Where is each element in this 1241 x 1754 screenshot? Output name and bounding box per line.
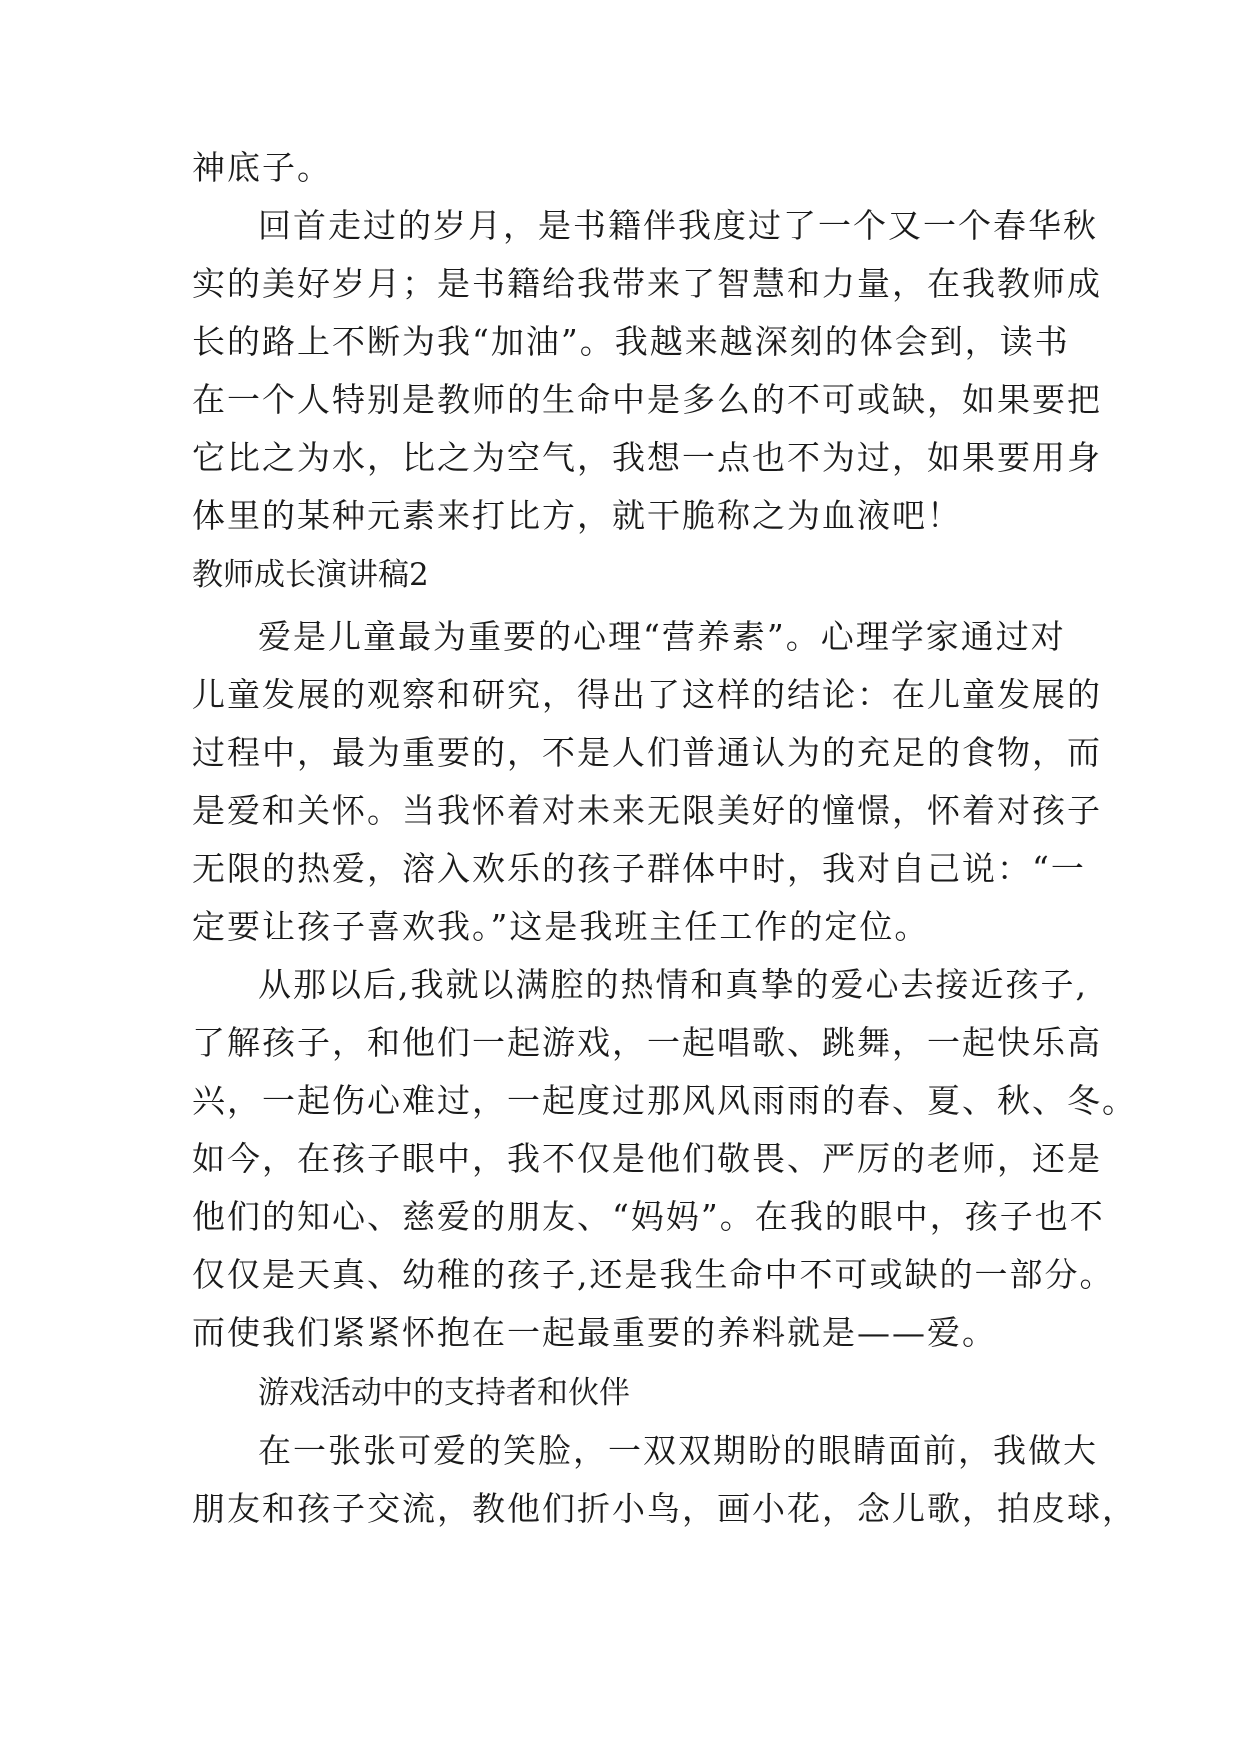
subheading: 游戏活动中的支持者和伙伴 — [258, 1375, 630, 1411]
text-line: 它比之为水，比之为空气，我想一点也不为过，如果要用身 — [192, 438, 1102, 477]
paragraph-first-line: 爱是儿童最为重要的心理“营养素”。心理学家通过对 — [258, 617, 1066, 656]
text-line: 过程中，最为重要的，不是人们普通认为的充足的食物，而 — [192, 733, 1102, 772]
text-line: 在一个人特别是教师的生命中是多么的不可或缺，如果要把 — [192, 380, 1102, 419]
text-line: 兴，一起伤心难过，一起度过那风风雨雨的春、夏、秋、冬。 — [192, 1081, 1137, 1120]
text-line: 是爱和关怀。当我怀着对未来无限美好的憧憬，怀着对孩子 — [192, 791, 1102, 830]
text-line: 体里的某种元素来打比方，就干脆称之为血液吧！ — [192, 496, 962, 535]
section-heading: 教师成长演讲稿2 — [192, 557, 429, 593]
text-line: 如今，在孩子眼中，我不仅是他们敬畏、严厉的老师，还是 — [192, 1139, 1102, 1178]
text-line: 他们的知心、慈爱的朋友、“妈妈”。在我的眼中，孩子也不 — [192, 1197, 1105, 1236]
paragraph-first-line: 回首走过的岁月，是书籍伴我度过了一个又一个春华秋 — [258, 206, 1098, 245]
paragraph-first-line: 从那以后,我就以满腔的热情和真挚的爱心去接近孩子, — [258, 965, 1088, 1004]
text-line: 而使我们紧紧怀抱在一起最重要的养料就是——爱。 — [192, 1313, 997, 1352]
text-line: 神底子。 — [192, 148, 332, 187]
text-line: 仅仅是天真、幼稚的孩子,还是我生命中不可或缺的一部分。 — [192, 1255, 1115, 1294]
text-line: 无限的热爱，溶入欢乐的孩子群体中时，我对自己说：“一 — [192, 849, 1086, 888]
text-line: 儿童发展的观察和研究，得出了这样的结论：在儿童发展的 — [192, 675, 1102, 714]
text-line: 定要让孩子喜欢我。”这是我班主任工作的定位。 — [192, 907, 930, 946]
text-line: 实的美好岁月；是书籍给我带来了智慧和力量，在我教师成 — [192, 264, 1102, 303]
text-line: 长的路上不断为我“加油”。我越来越深刻的体会到，读书 — [192, 322, 1070, 361]
text-line: 朋友和孩子交流，教他们折小鸟，画小花，念儿歌，拍皮球， — [192, 1489, 1137, 1528]
text-line: 了解孩子，和他们一起游戏，一起唱歌、跳舞，一起快乐高 — [192, 1023, 1102, 1062]
paragraph-first-line: 在一张张可爱的笑脸，一双双期盼的眼睛面前，我做大 — [258, 1431, 1098, 1470]
